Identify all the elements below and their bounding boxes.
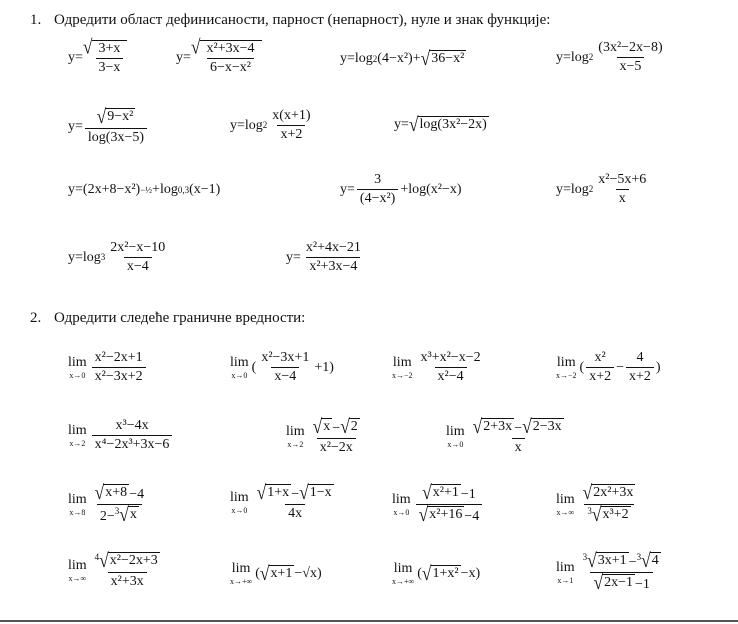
limit-7 [446, 414, 569, 456]
denominator: x²−2x [317, 438, 356, 456]
fraction [258, 350, 312, 385]
limit-11 [556, 480, 640, 526]
denominator: x⁴−2x³+3x−6 [92, 435, 173, 453]
denominator: x²+3x−4 [306, 257, 360, 275]
fraction [92, 480, 147, 526]
radicand: x²+1 [432, 485, 459, 500]
fraction [92, 418, 173, 453]
denominator: x²+3x [108, 572, 147, 590]
radicand: x+1 [270, 566, 293, 582]
lim-subscript: x→0 [69, 370, 86, 380]
denominator: x−5 [617, 57, 645, 75]
denominator: x−4 [124, 257, 152, 275]
denominator: x [512, 438, 525, 456]
sqrt: √ log(3x²−2x) [408, 112, 487, 136]
numerator-tail: −4 [129, 487, 145, 502]
log-argument: (x−1) [189, 182, 221, 197]
lim-word: lim [230, 354, 249, 370]
root-index: 4 [94, 552, 100, 562]
exponent: −½ [140, 184, 153, 195]
lim-word: lim [446, 424, 465, 440]
y-equals: y= [68, 182, 83, 197]
function-1 [68, 34, 127, 76]
lim-subscript: x→2 [69, 438, 86, 448]
numerator: x²+3x−4 [206, 41, 255, 56]
lim-word: lim [68, 491, 87, 507]
log: log [354, 50, 373, 66]
tail: −√x) [294, 565, 322, 581]
lim-word: lim [68, 558, 87, 574]
sqrt: √ $\frac{\text{x²+3x−4}}{\text{6−x−x²}}$ [191, 40, 262, 76]
function-6 [230, 108, 316, 143]
fraction [254, 480, 337, 522]
fraction [357, 172, 398, 207]
radicand: 1+x [267, 485, 290, 500]
radicand: 2−3x [532, 419, 562, 434]
lim-subscript: x→8 [69, 507, 86, 517]
tail: +1) [314, 359, 334, 375]
lim-operator [556, 356, 577, 380]
limit-13 [230, 562, 322, 586]
denominator: 3−x [96, 58, 124, 76]
y-equals: y= [340, 181, 355, 197]
lim-operator [68, 356, 87, 380]
denominator: x+2 [626, 367, 654, 385]
numerator: x²−3x+1 [261, 350, 310, 365]
lim-subscript: x→−2 [392, 370, 413, 380]
limit-2 [230, 350, 334, 385]
lim-subscript: x→2 [287, 440, 304, 450]
root-index: 3 [636, 552, 642, 562]
paren-open: ( [579, 359, 585, 375]
radicand: x [323, 419, 331, 434]
fraction [92, 350, 146, 385]
fourth-root: √ x²−2x+3 [99, 548, 158, 572]
lim-word: lim [556, 559, 575, 575]
lim-word: lim [286, 424, 305, 440]
y-equals: y= [176, 50, 191, 66]
radicand: x+8 [105, 485, 128, 500]
function-9 [340, 172, 462, 207]
limit-6 [286, 414, 365, 456]
y-equals: y= [340, 50, 355, 66]
y-equals: y= [68, 119, 83, 135]
lim-word: lim [231, 561, 251, 576]
section-number: 1. [30, 12, 42, 28]
root-index: 3 [114, 506, 120, 517]
lim-operator [286, 425, 305, 449]
radicand: 36−x² [431, 51, 465, 66]
lim-operator [68, 424, 87, 448]
function-3 [340, 46, 466, 70]
radicand: log(3x²−2x) [419, 117, 487, 132]
lim-operator [446, 425, 465, 449]
lim-operator [392, 356, 413, 380]
log-base: 2 [372, 53, 378, 64]
radicand: x²+16 [429, 507, 463, 523]
log-base: 2 [588, 52, 594, 63]
denominator-head: 2− [99, 509, 115, 525]
sqrt: √ 9−x² [96, 104, 134, 128]
numerator: 4 [636, 350, 644, 365]
section-1-heading [30, 12, 550, 29]
section-title: Одредити област дефинисаности, парност (непарност), нуле и знак функције: [54, 12, 551, 28]
denominator: x [616, 189, 629, 207]
numerator: 3+x [98, 41, 121, 56]
minus: − [291, 487, 300, 502]
radicand: 1−x [309, 485, 332, 500]
numerator: x³−4x [115, 418, 149, 433]
radicand: 1+x² [432, 566, 459, 582]
lim-subscript: x→0 [231, 370, 248, 380]
log: log [82, 249, 101, 265]
lim-operator [392, 562, 414, 586]
cube-root: √ x [119, 502, 137, 526]
y-equals: y= [68, 50, 83, 66]
paren-open: ( [417, 565, 422, 581]
minus: − [628, 555, 637, 570]
minus: − [332, 421, 341, 436]
log-base: 0,3 [177, 184, 190, 195]
root-index: 3 [587, 506, 592, 517]
fraction [416, 480, 483, 526]
function-11 [68, 240, 170, 275]
sqrt: √ x [312, 414, 331, 438]
limit-8 [68, 480, 149, 526]
denominator: x+2 [586, 367, 614, 385]
denominator: 4x [285, 504, 305, 522]
denominator: log(3x−5) [85, 128, 147, 146]
radicand: 2+3x [483, 419, 513, 434]
lim-subscript: x→0 [231, 506, 248, 516]
lim-subscript: x→1 [557, 575, 574, 585]
log: log [570, 181, 589, 197]
sqrt: √ x²+1 [422, 480, 459, 504]
numerator: x²+4x−21 [305, 240, 361, 255]
numerator: (3x²−2x−8) [598, 40, 663, 55]
radicand: x²−2x+3 [109, 553, 158, 568]
section-title: Одредити следеће граничне вредности: [54, 310, 306, 326]
lim-operator [230, 356, 249, 380]
log-base: 3 [100, 252, 106, 263]
fraction [418, 350, 484, 385]
denominator: (4−x²) [357, 189, 398, 207]
section-number: 2. [30, 310, 42, 326]
log: log [570, 49, 589, 65]
y-equals: y= [394, 116, 409, 132]
paren-open: ( [255, 565, 260, 581]
limit-10 [392, 480, 484, 526]
fraction [204, 41, 258, 76]
limit-15 [556, 548, 666, 594]
minus: − [616, 359, 624, 375]
fraction [580, 548, 664, 594]
fraction [85, 104, 147, 146]
function-2 [176, 34, 262, 76]
bottom-divider [0, 620, 738, 622]
lim-word: lim [230, 490, 249, 506]
numerator: x²−2x+1 [94, 350, 143, 365]
base: (2x+8−x²) [82, 182, 141, 197]
numerator: x³+x²−x−2 [420, 350, 481, 365]
limit-14 [392, 562, 480, 586]
lim-subscript: x→−2 [556, 370, 577, 380]
log-base: 2 [262, 120, 268, 131]
radicand: 9−x² [107, 109, 134, 124]
y-equals: y= [68, 249, 83, 265]
lim-word: lim [556, 354, 576, 370]
lim-operator [556, 561, 575, 585]
tail: −x) [460, 565, 481, 581]
limit-12 [68, 548, 165, 590]
fraction [470, 414, 567, 456]
numerator: 3 [374, 172, 382, 187]
lim-operator [230, 491, 249, 515]
fraction [310, 414, 363, 456]
numerator-tail: −1 [460, 487, 476, 502]
denominator: x−4 [271, 367, 299, 385]
radicand: 4 [651, 553, 659, 568]
denominator: x²−4 [435, 367, 467, 385]
lim-word: lim [68, 422, 87, 438]
function-5 [68, 104, 149, 146]
y-equals: y= [556, 181, 571, 197]
denominator: 6−x−x² [207, 58, 254, 76]
numerator: x(x+1) [272, 108, 311, 123]
function-8 [68, 182, 220, 198]
denominator-tail: −1 [634, 577, 650, 593]
sqrt: √ 1−x [299, 480, 332, 504]
radicand: 2x−1 [604, 575, 633, 591]
fraction [595, 172, 649, 207]
sqrt: √ 2+3x [472, 414, 513, 438]
log-base: 2 [588, 184, 594, 195]
y-equals: y= [230, 117, 245, 133]
limit-5 [68, 418, 174, 453]
function-10 [556, 172, 651, 207]
radicand: x [129, 507, 137, 523]
function-7 [394, 112, 489, 136]
fraction [626, 350, 654, 385]
denominator: x+2 [277, 125, 305, 143]
limit-1 [68, 350, 148, 385]
lim-word: lim [68, 354, 87, 370]
sqrt: √ 1+x² [421, 561, 459, 585]
lim-subscript: x→∞ [68, 574, 87, 584]
lim-operator [392, 493, 411, 517]
log: +log [152, 182, 178, 197]
fraction [586, 350, 614, 385]
lim-word: lim [556, 491, 575, 507]
sqrt: √ 2−3x [522, 414, 562, 438]
lim-subscript: x→0 [393, 507, 410, 517]
section-2-heading [30, 310, 305, 327]
sqrt: √ 2 [340, 414, 358, 438]
sqrt: √ 2x²+3x [582, 480, 634, 504]
cube-root: √ 4 [641, 548, 659, 572]
sqrt: √ 2x−1 [593, 570, 633, 594]
denominator: x²−3x+2 [92, 367, 146, 385]
function-4 [556, 40, 668, 75]
fraction [303, 240, 364, 275]
paren-open: ( [251, 359, 257, 375]
limit-4 [556, 350, 661, 385]
cube-root: √ x³+2 [591, 502, 629, 526]
sqrt: √ x+8 [94, 480, 128, 504]
lim-subscript: x→∞ [556, 507, 575, 517]
sqrt: √ x+1 [259, 561, 293, 585]
sqrt: √ $\frac{3+x}{3-x}$ [83, 40, 128, 76]
lim-operator [68, 493, 87, 517]
limit-3 [392, 350, 486, 385]
numerator: x² [594, 350, 606, 365]
denominator-tail: −4 [464, 509, 480, 525]
minus: − [514, 421, 523, 436]
radicand: 2 [350, 419, 358, 434]
function-12 [286, 240, 366, 275]
fraction [92, 548, 163, 590]
y-equals: y= [286, 249, 301, 265]
lim-word: lim [392, 354, 412, 370]
radicand: 2x²+3x [593, 485, 634, 500]
log-argument: (4−x²)+ [377, 50, 421, 66]
radicand: x³+2 [602, 507, 629, 523]
fraction [595, 40, 665, 75]
sqrt: √ x²+16 [418, 502, 463, 526]
fraction [580, 480, 639, 526]
fraction [96, 41, 124, 76]
lim-operator [230, 562, 252, 586]
fraction [269, 108, 313, 143]
radicand: 3x+1 [597, 553, 627, 568]
numerator: 2x²−x−10 [110, 240, 166, 255]
log-term: +log(x²−x) [400, 181, 462, 197]
paren-close: ) [655, 359, 661, 375]
lim-subscript: x→0 [447, 440, 464, 450]
y-equals: y= [556, 49, 571, 65]
lim-word: lim [392, 491, 411, 507]
log: log [244, 117, 263, 133]
sqrt: √ 1+x [256, 480, 290, 504]
lim-operator [68, 559, 87, 583]
root-index: 3 [582, 552, 588, 562]
cube-root: √ 3x+1 [587, 548, 627, 572]
lim-word: lim [393, 561, 413, 576]
sqrt: √ 36−x² [420, 46, 465, 70]
lim-subscript: x→+∞ [392, 577, 415, 586]
lim-operator [556, 493, 575, 517]
numerator: x²−5x+6 [598, 172, 647, 187]
lim-subscript: x→+∞ [230, 577, 253, 586]
fraction [107, 240, 168, 275]
limit-9 [230, 480, 339, 522]
